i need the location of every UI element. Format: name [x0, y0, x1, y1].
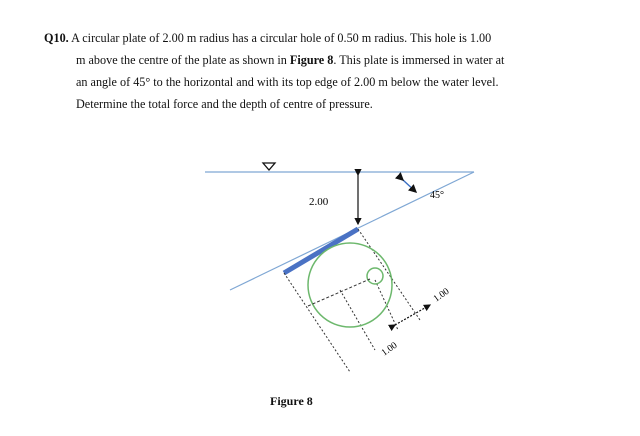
hole-circle [367, 268, 383, 284]
question-text-line-1: A circular plate of 2.00 m radius has a circular hole of 0.50 m radius. This hole is 1.00 [71, 31, 492, 45]
depth-label: 2.00 [309, 196, 329, 208]
question-text-line-2b: . This plate is immersed in water at [333, 53, 505, 67]
hole-offset-label: 1.00 [431, 286, 452, 305]
hole-offset-arrow [395, 305, 430, 325]
figure-caption: Figure 8 [270, 394, 313, 408]
plate-edge [284, 229, 358, 273]
projection-line-centre [340, 290, 375, 350]
plate-centre-line [308, 279, 370, 306]
inverted-triangle-icon [263, 163, 275, 170]
figure-reference: Figure 8 [289, 53, 334, 67]
question-text-line-2a: m above the centre of the plate as shown in [76, 53, 290, 67]
angle-label: 45° [430, 190, 444, 201]
projection-line-left [284, 273, 350, 372]
angle-arrow [403, 180, 416, 192]
bottom-label: 1.00 [379, 340, 400, 359]
plate-circle [308, 243, 392, 327]
question-line-4: Determine the total force and the depth of centre of pressure. [76, 97, 373, 111]
question-line-3: an angle of 45° to the horizontal and with its top edge of 2.00 m below the water level. [76, 75, 499, 89]
question-number: Q10. [44, 31, 69, 45]
